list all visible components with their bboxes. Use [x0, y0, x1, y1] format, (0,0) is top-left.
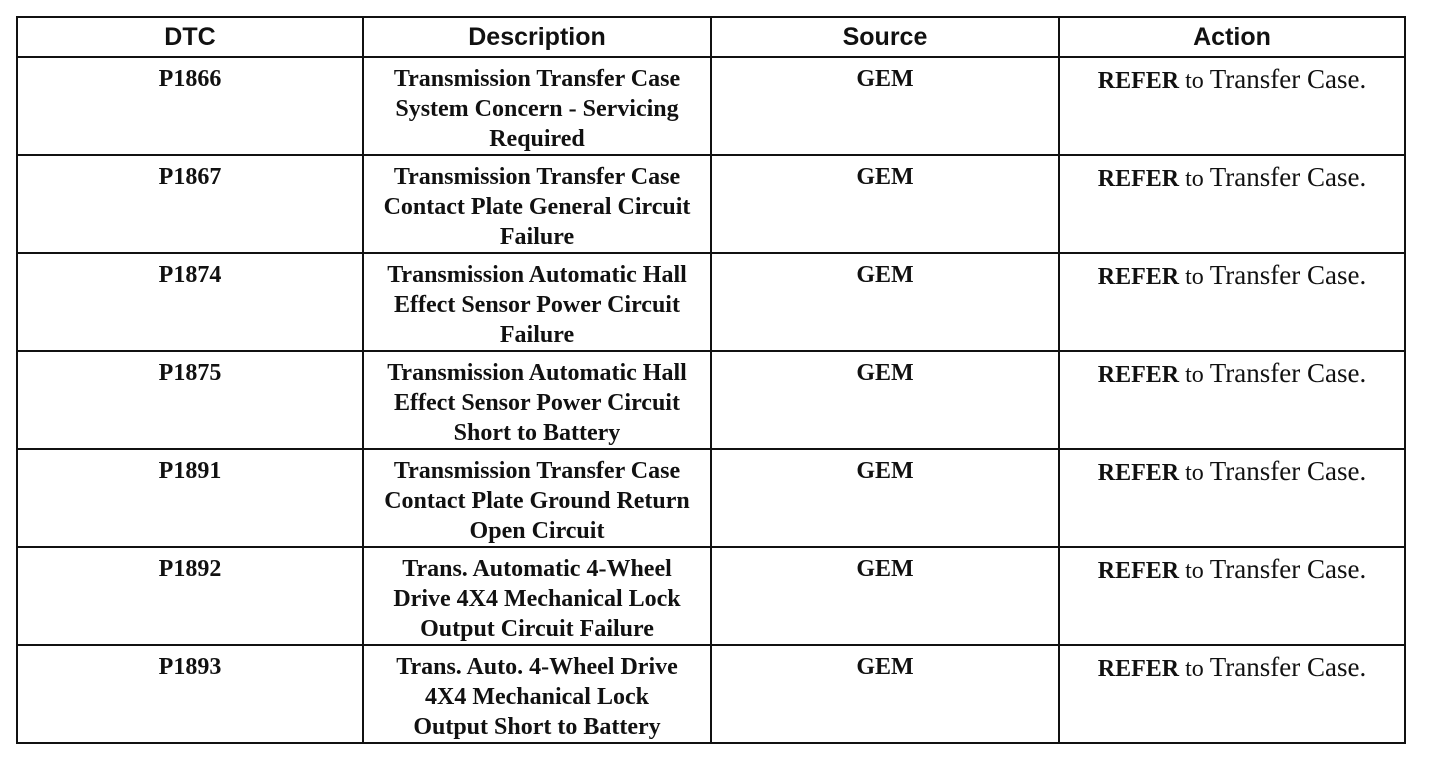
- table-row: [17, 547, 1405, 645]
- dtc-action: [1059, 449, 1405, 547]
- action-keyword: REFER: [1097, 68, 1180, 94]
- document-page: [16, 16, 1404, 744]
- dtc-description: [363, 57, 711, 155]
- description-line: Short to Battery: [453, 420, 621, 446]
- dtc-action: [1059, 253, 1405, 351]
- description-line: System Concern - Servicing: [395, 96, 679, 122]
- description-line: Required: [489, 126, 585, 152]
- dtc-description: [363, 351, 711, 449]
- table-row: [17, 155, 1405, 253]
- description-line: Contact Plate General Circuit: [383, 194, 691, 220]
- action-to: to: [1185, 166, 1204, 192]
- table-row: [17, 449, 1405, 547]
- action-to: to: [1185, 656, 1204, 682]
- dtc-action: [1059, 155, 1405, 253]
- action-to: to: [1185, 264, 1204, 290]
- dtc-code: P1866: [17, 57, 363, 155]
- dtc-source: GEM: [711, 57, 1059, 155]
- description-line: Contact Plate Ground Return: [384, 488, 690, 514]
- description-line: Trans. Automatic 4-Wheel: [402, 556, 672, 582]
- header-row: [17, 17, 1405, 57]
- description-line: Transmission Automatic Hall: [387, 262, 687, 288]
- description-line: Drive 4X4 Mechanical Lock: [393, 586, 681, 612]
- action-to: to: [1185, 68, 1204, 94]
- dtc-action: [1059, 645, 1405, 743]
- table-row: [17, 351, 1405, 449]
- description-line: Failure: [499, 224, 575, 250]
- description-line: Transmission Transfer Case: [393, 164, 681, 190]
- description-line: Transmission Transfer Case: [393, 458, 681, 484]
- description-line: Open Circuit: [469, 518, 605, 544]
- description-line: 4X4 Mechanical Lock: [425, 684, 649, 710]
- action-keyword: REFER: [1097, 558, 1180, 584]
- description-line: Failure: [499, 322, 575, 348]
- description-line: Transmission Automatic Hall: [387, 360, 687, 386]
- action-keyword: REFER: [1097, 460, 1180, 486]
- description-line: Effect Sensor Power Circuit: [394, 292, 680, 318]
- description-line: Effect Sensor Power Circuit: [394, 390, 680, 416]
- dtc-code: P1892: [17, 547, 363, 645]
- header-source: Source: [711, 17, 1059, 57]
- description-line: Transmission Transfer Case: [393, 66, 681, 92]
- action-target: Transfer Case.: [1209, 652, 1367, 682]
- action-keyword: REFER: [1097, 166, 1180, 192]
- header-description: Description: [363, 17, 711, 57]
- dtc-code: P1874: [17, 253, 363, 351]
- dtc-action: [1059, 57, 1405, 155]
- dtc-description: [363, 547, 711, 645]
- action-target: Transfer Case.: [1209, 260, 1367, 290]
- dtc-table: [16, 16, 1406, 744]
- action-keyword: REFER: [1097, 656, 1180, 682]
- dtc-source: GEM: [711, 645, 1059, 743]
- action-keyword: REFER: [1097, 264, 1180, 290]
- dtc-source: GEM: [711, 253, 1059, 351]
- table-row: [17, 645, 1405, 743]
- dtc-description: [363, 253, 711, 351]
- action-target: Transfer Case.: [1209, 162, 1367, 192]
- header-action: Action: [1059, 17, 1405, 57]
- dtc-source: GEM: [711, 351, 1059, 449]
- dtc-description: [363, 645, 711, 743]
- action-to: to: [1185, 460, 1204, 486]
- action-to: to: [1185, 362, 1204, 388]
- table-row: [17, 253, 1405, 351]
- dtc-source: GEM: [711, 155, 1059, 253]
- dtc-description: [363, 155, 711, 253]
- dtc-code: P1867: [17, 155, 363, 253]
- table-row: [17, 57, 1405, 155]
- dtc-source: GEM: [711, 449, 1059, 547]
- dtc-action: [1059, 351, 1405, 449]
- action-to: to: [1185, 558, 1204, 584]
- description-line: Output Short to Battery: [413, 714, 661, 740]
- dtc-code: P1893: [17, 645, 363, 743]
- action-target: Transfer Case.: [1209, 64, 1367, 94]
- action-target: Transfer Case.: [1209, 456, 1367, 486]
- header-dtc: DTC: [17, 17, 363, 57]
- action-target: Transfer Case.: [1209, 554, 1367, 584]
- dtc-action: [1059, 547, 1405, 645]
- dtc-source: GEM: [711, 547, 1059, 645]
- dtc-code: P1891: [17, 449, 363, 547]
- action-keyword: REFER: [1097, 362, 1180, 388]
- action-target: Transfer Case.: [1209, 358, 1367, 388]
- dtc-description: [363, 449, 711, 547]
- dtc-code: P1875: [17, 351, 363, 449]
- description-line: Output Circuit Failure: [420, 616, 654, 642]
- description-line: Trans. Auto. 4-Wheel Drive: [396, 654, 678, 680]
